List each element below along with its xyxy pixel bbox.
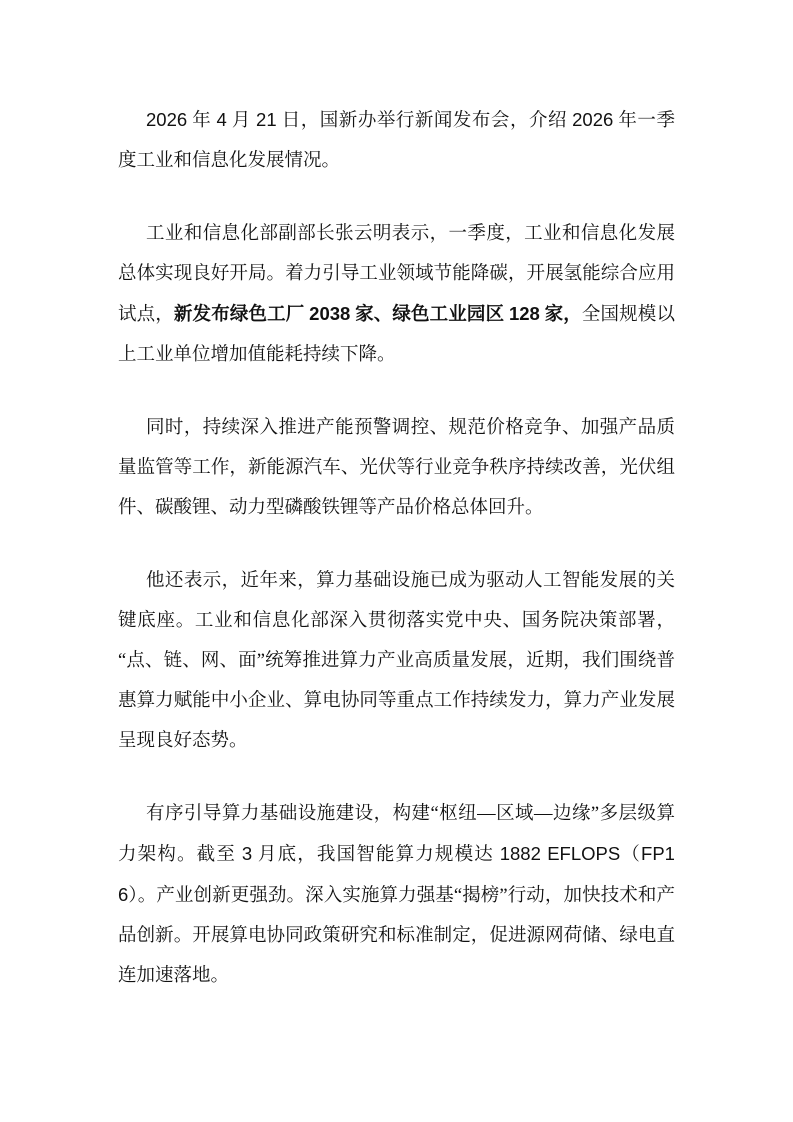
text-run: 同时，持续深入推进产能预警调控、规范价格竞争、加强产品质量监管等工作，新能源汽车、光伏等行业竞争秩序持续改善，光伏组件、碳酸锂、动力型磷酸铁锂等产品价格总体回升。 xyxy=(118,418,675,518)
text-run-bold: 2038 xyxy=(309,303,351,324)
text-run: 年一季度工业和信息化发展情况。 xyxy=(118,111,675,171)
text-run: 有序引导算力基础设施建设，构建“枢纽—区域—边缘”多层级算力架构。截至 xyxy=(118,804,675,865)
text-run: FP16 xyxy=(118,843,675,905)
text-run: 4 xyxy=(216,109,227,130)
text-run: 他还表示，近年来，算力基础设施已成为驱动人工智能发展的关键底座。工业和信息化部深入贯彻落实党中央、国务院决策部署，“点、链、网、面”统筹推进算力产业高质量发展，近期，我们围绕普惠算力赋能中小企业、算电协同等重点工作持续发力，算力产业发展呈现良好态势。 xyxy=(118,571,675,751)
text-run-bold: 家， xyxy=(539,305,582,325)
text-run: 工业和信息化部副部长张云明表示，一季度，工业和信息化发展总体实现良好开局。着力引导工业领域节能降碳，开展氢能综合应用试点， xyxy=(118,224,675,325)
text-run-bold: 128 xyxy=(508,303,540,324)
text-run: 3 xyxy=(241,843,253,864)
text-run: （ xyxy=(620,845,642,865)
text-run-bold: 家、绿色工业园区 xyxy=(350,305,509,325)
text-run: 日，国新办举行新闻发布会，介绍 xyxy=(276,111,573,131)
text-run: 月底，我国智能算力规模达 xyxy=(252,845,500,865)
text-run: 21 xyxy=(256,109,277,130)
text-run: 2026 xyxy=(572,109,614,130)
text-run: 月 xyxy=(226,111,257,131)
text-run: 2026 xyxy=(146,109,188,130)
paragraph-infrastructure xyxy=(118,794,675,996)
paragraph-computing-power xyxy=(118,561,675,761)
text-run-bold: 新发布绿色工厂 xyxy=(173,305,310,325)
paragraph-q1-overview xyxy=(118,214,675,375)
text-run: ）。产业创新更强劲。深入实施算力强基“揭榜”行动，加快技术和产品创新。开展算电协同政策研究和标准制定，促进源网荷储、绿电直连加速落地。 xyxy=(118,886,675,986)
text-run: 年 xyxy=(187,111,217,131)
text-run: 全国规模以上工业单位增加值能耗持续下降。 xyxy=(118,305,675,365)
paragraph-date-intro xyxy=(118,100,675,181)
paragraph-market-order xyxy=(118,408,675,528)
document-body xyxy=(118,100,675,996)
text-run: 1882 EFLOPS xyxy=(499,843,621,864)
